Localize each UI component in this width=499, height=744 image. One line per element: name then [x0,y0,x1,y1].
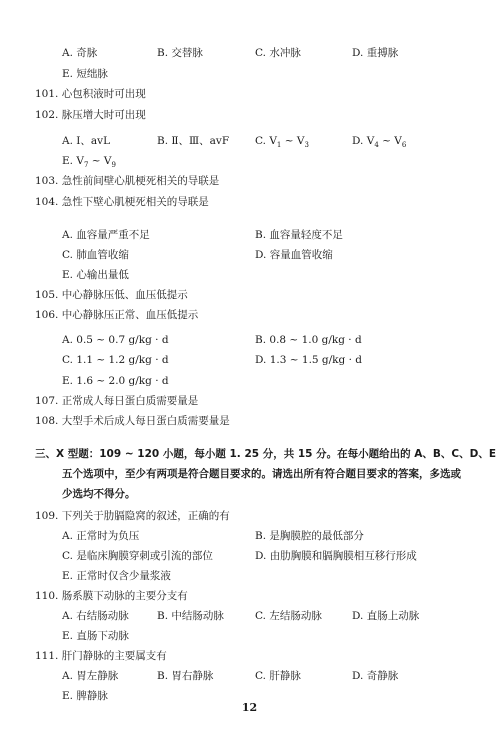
option-e: E. 脾静脉 [62,690,108,702]
option-b: B. 胃右静脉 [157,670,214,682]
section-header-line2: 五个选项中，至少有两项是符合题目要求的。请选出所有符合题目要求的答案，多选或 [62,468,461,480]
option-b: B. 中结肠动脉 [157,610,224,622]
option-a: A. Ⅰ、avL [62,135,111,147]
option-a: A. 右结肠动脉 [62,610,129,622]
option-e: E. 直肠下动脉 [62,630,129,642]
section-header-line3: 少选均不得分。 [62,488,136,500]
option-a: A. 奇脉 [62,47,98,59]
option-b: B. 是胸膜腔的最低部分 [255,530,364,542]
option-e: E. 1.6 ~ 2.0 g/kg · d [62,375,169,387]
question-104: 104. 急性下壁心肌梗死相关的导联是 [35,196,209,208]
option-a: A. 0.5 ~ 0.7 g/kg · d [62,334,169,346]
option-c: C. $V_1$ ~ $V_3$ [255,135,309,150]
question-107: 107. 正常成人每日蛋白质需要量是 [35,395,199,407]
question-106: 106. 中心静脉压正常、血压低提示 [35,309,199,321]
question-110: 110. 肠系膜下动脉的主要分支有 [35,590,188,602]
page-number: 12 [241,701,258,714]
question-111: 111. 肝门静脉的主要属支有 [35,650,167,662]
option-a: A. 正常时为负压 [62,530,140,542]
option-e: E. $V_7$ ~ $V_9$ [62,155,116,170]
option-d: D. 1.3 ~ 1.5 g/kg · d [255,354,363,366]
option-b: B. Ⅱ、Ⅲ、avF [157,135,230,147]
option-d: D. 奇静脉 [352,670,399,682]
option-b: B. 血容量轻度不足 [255,229,343,241]
option-d: D. 直肠上动脉 [352,610,420,622]
option-b: B. 交替脉 [157,47,203,59]
option-e: E. 短绌脉 [62,68,108,80]
question-101: 101. 心包积液时可出现 [35,88,146,100]
option-d: D. $V_4$ ~ $V_6$ [352,135,407,150]
question-105: 105. 中心静脉压低、血压低提示 [35,289,188,301]
option-e: E. 心输出量低 [62,269,129,281]
option-c: C. 肺血管收缩 [62,249,129,261]
option-c: C. 是临床胸膜穿刺或引流的部位 [62,550,213,562]
section-header-line1: 三、X 型题：109 ~ 120 小题，每小题 1. 25 分，共 15 分。在每小题给出的 A、B、C、D、E [35,448,497,460]
option-b: B. 0.8 ~ 1.0 g/kg · d [255,334,362,346]
question-102: 102. 脉压增大时可出现 [35,109,146,121]
option-e: E. 正常时仅含少量浆液 [62,570,171,582]
question-103: 103. 急性前间壁心肌梗死相关的导联是 [35,175,220,187]
option-c: C. 水冲脉 [255,47,301,59]
option-d: D. 重搏脉 [352,47,399,59]
option-c: C. 左结肠动脉 [255,610,322,622]
question-109: 109. 下列关于肋膈隐窝的叙述，正确的有 [35,510,230,522]
option-c: C. 1.1 ~ 1.2 g/kg · d [62,354,169,366]
option-d: D. 由肋胸膜和膈胸膜相互移行形成 [255,550,417,562]
option-a: A. 血容量严重不足 [62,229,150,241]
option-a: A. 胃左静脉 [62,670,119,682]
question-108: 108. 大型手术后成人每日蛋白质需要量是 [35,415,230,427]
option-c: C. 肝静脉 [255,670,301,682]
option-d: D. 容量血管收缩 [255,249,333,261]
